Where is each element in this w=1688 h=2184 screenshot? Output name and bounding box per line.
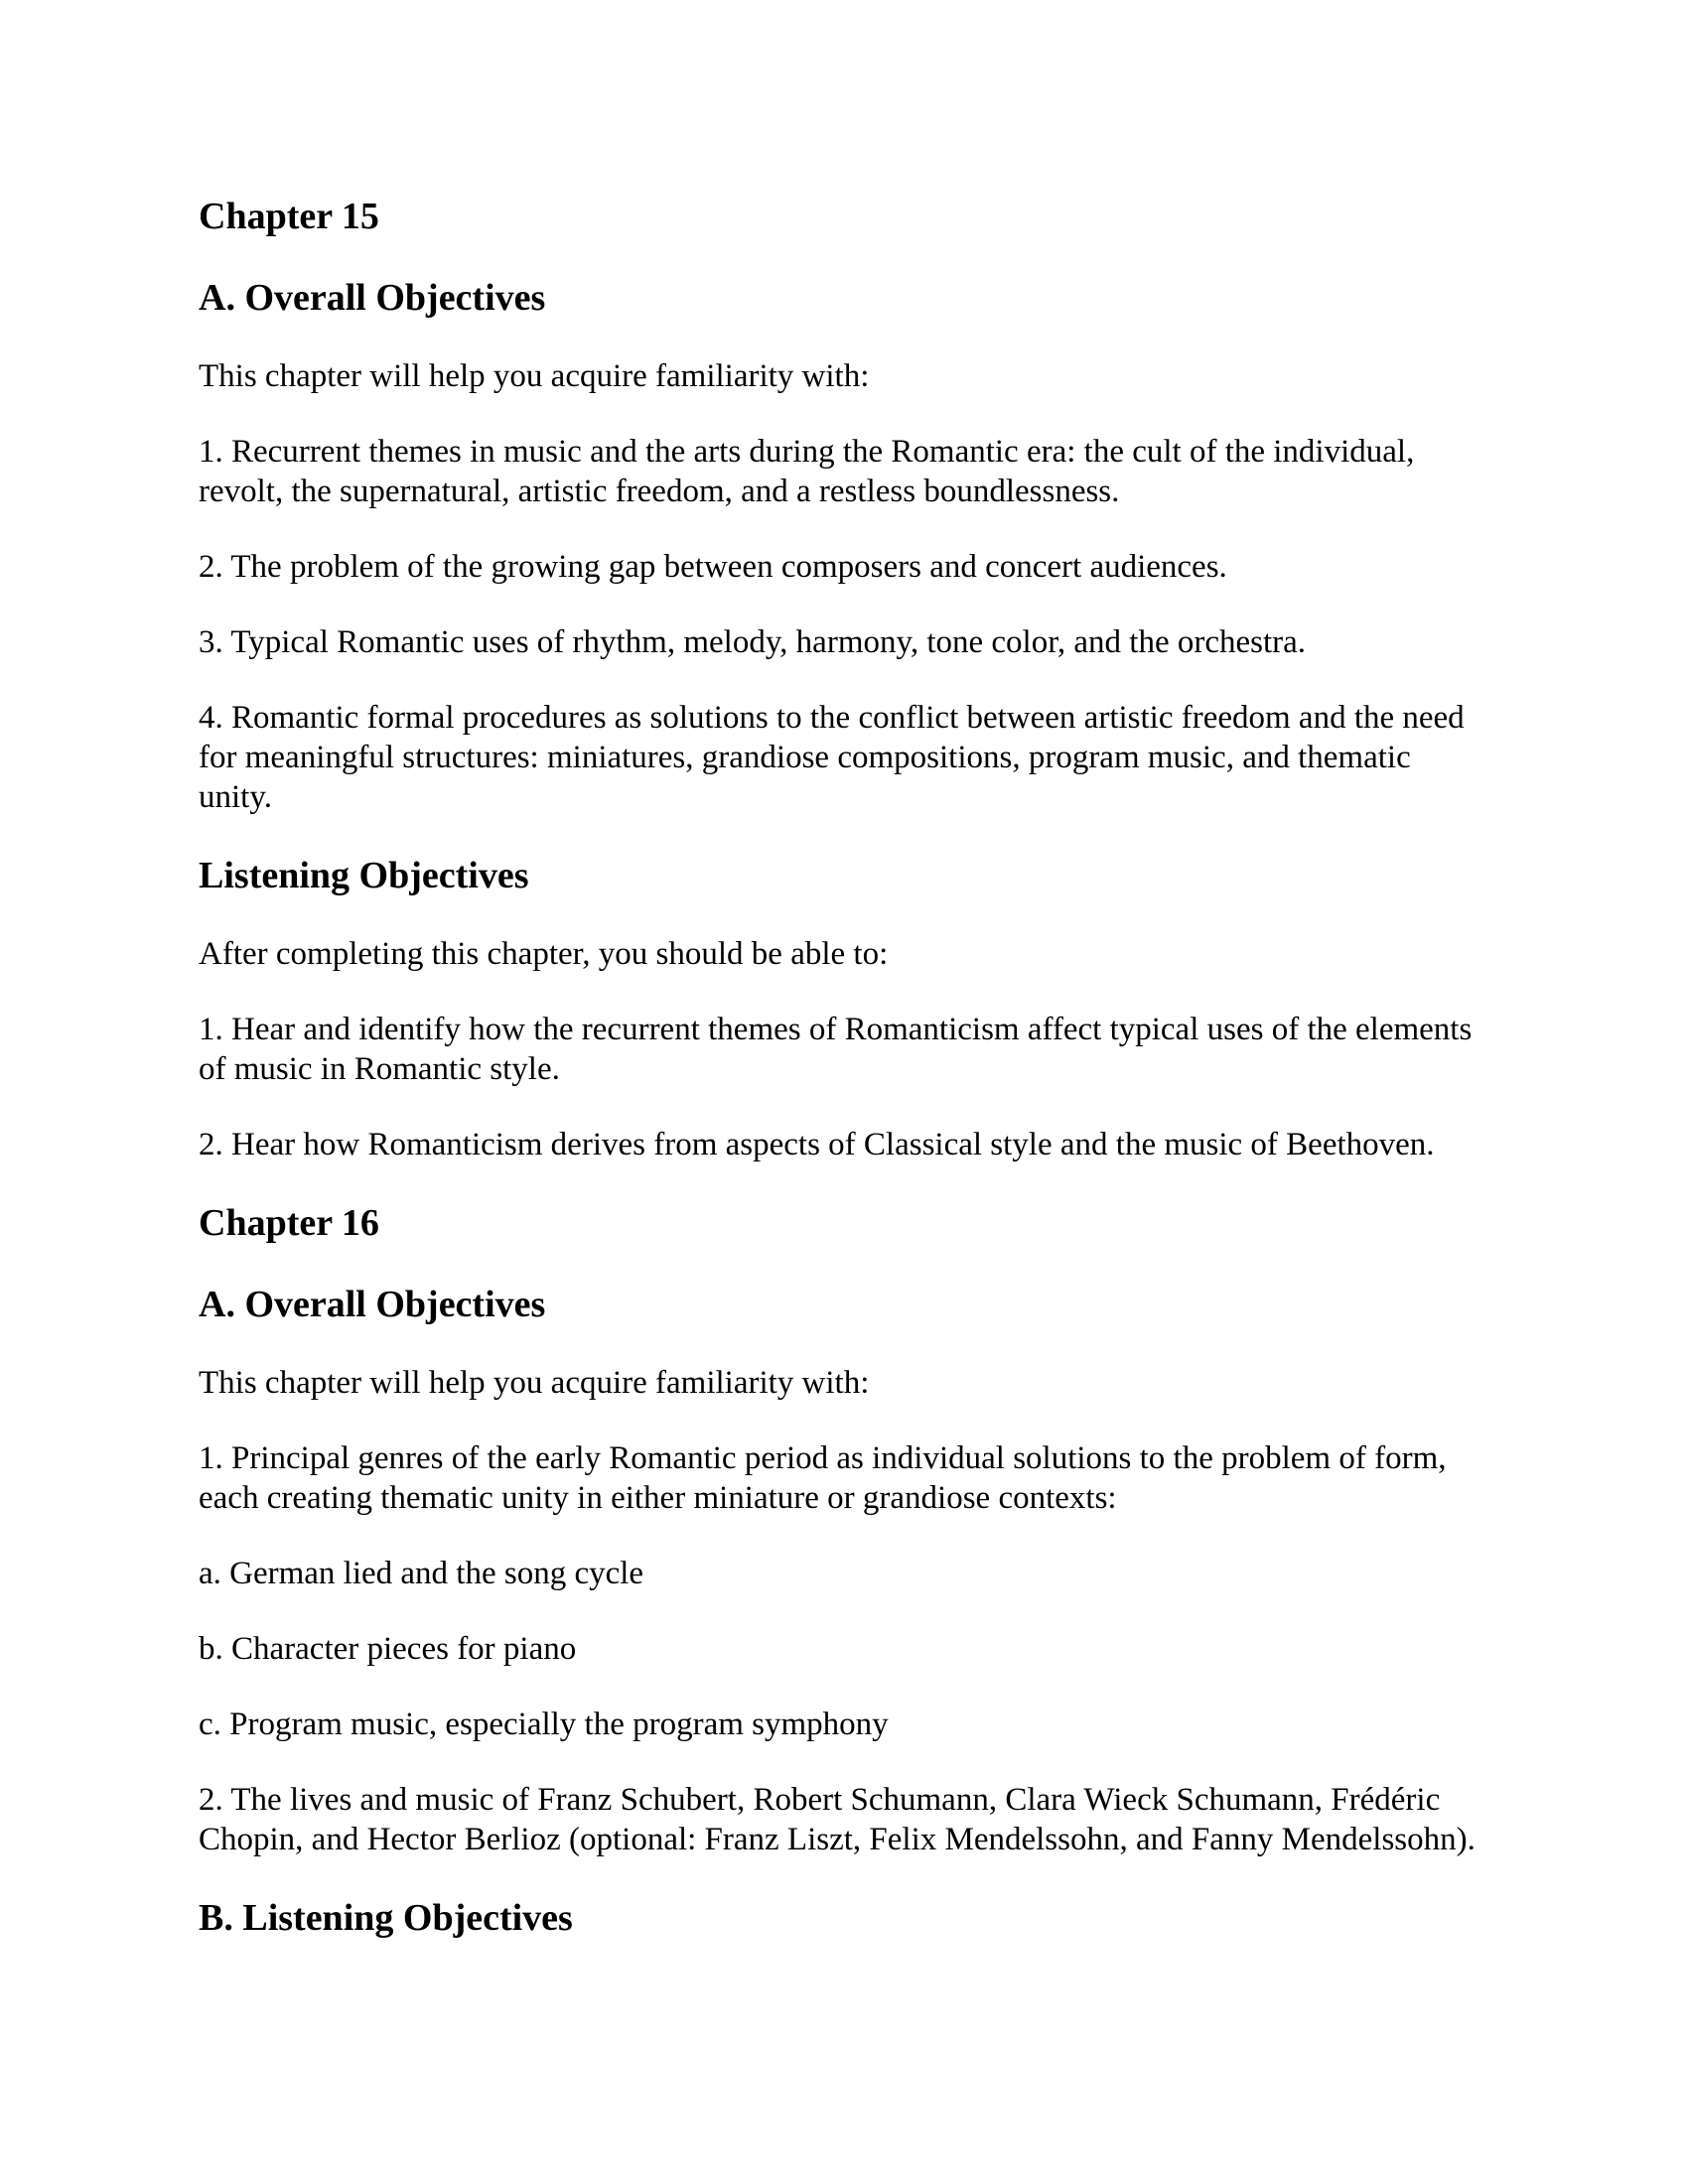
paragraph-intro-ch16: This chapter will help you acquire familiarity with: xyxy=(199,1365,870,1401)
heading-overall-objectives-ch16: A. Overall Objectives xyxy=(199,1284,546,1325)
paragraph-genre-b-ch16: b. Character pieces for piano xyxy=(199,1631,577,1667)
heading-listening-objectives-ch16: B. Listening Objectives xyxy=(199,1897,573,1939)
paragraph-listening-intro-ch15: After completing this chapter, you should be able to: xyxy=(199,936,889,972)
heading-overall-objectives-ch15: A. Overall Objectives xyxy=(199,277,546,319)
paragraph-listening-1-ch15: 1. Hear and identify how the recurrent themes of Romanticism affect typical uses of the elements of music in Romantic style. xyxy=(199,1012,1473,1087)
paragraph-genre-c-ch16: c. Program music, especially the program symphony xyxy=(199,1706,889,1742)
paragraph-objective-4-ch15: 4. Romantic formal procedures as solutions to the conflict between artistic freedom and the need for meaningful structures: miniatures, grandiose compositions, program music, and thematic unity. xyxy=(199,700,1465,815)
paragraph-objective-2-ch15: 2. The problem of the growing gap between composers and concert audiences. xyxy=(199,549,1227,585)
heading-listening-objectives-ch15: Listening Objectives xyxy=(199,855,529,896)
paragraph-intro-ch15: This chapter will help you acquire familiarity with: xyxy=(199,358,870,394)
paragraph-objective-1-ch15: 1. Recurrent themes in music and the arts during the Romantic era: the cult of the individual, revolt, the supernatural, artistic freedom, and a restless boundlessness. xyxy=(199,434,1415,509)
paragraph-genres-ch16: 1. Principal genres of the early Romantic period as individual solutions to the problem of form, each creating thematic unity in either miniature or grandiose contexts: xyxy=(199,1440,1447,1516)
paragraph-objective-3-ch15: 3. Typical Romantic uses of rhythm, melody, harmony, tone color, and the orchestra. xyxy=(199,624,1307,660)
paragraph-listening-2-ch15: 2. Hear how Romanticism derives from aspects of Classical style and the music of Beethoven. xyxy=(199,1127,1435,1162)
document-content xyxy=(199,194,1489,1941)
heading-chapter-16: Chapter 16 xyxy=(199,1202,379,1244)
paragraph-lives-ch16: 2. The lives and music of Franz Schubert, Robert Schumann, Clara Wieck Schumann, Frédéric Chopin, and Hector Berlioz (optional: Franz Liszt, Felix Mendelssohn, and Fanny Mendelssohn). xyxy=(199,1782,1476,1857)
heading-chapter-15: Chapter 15 xyxy=(199,196,379,237)
paragraph-genre-a-ch16: a. German lied and the song cycle xyxy=(199,1556,644,1591)
